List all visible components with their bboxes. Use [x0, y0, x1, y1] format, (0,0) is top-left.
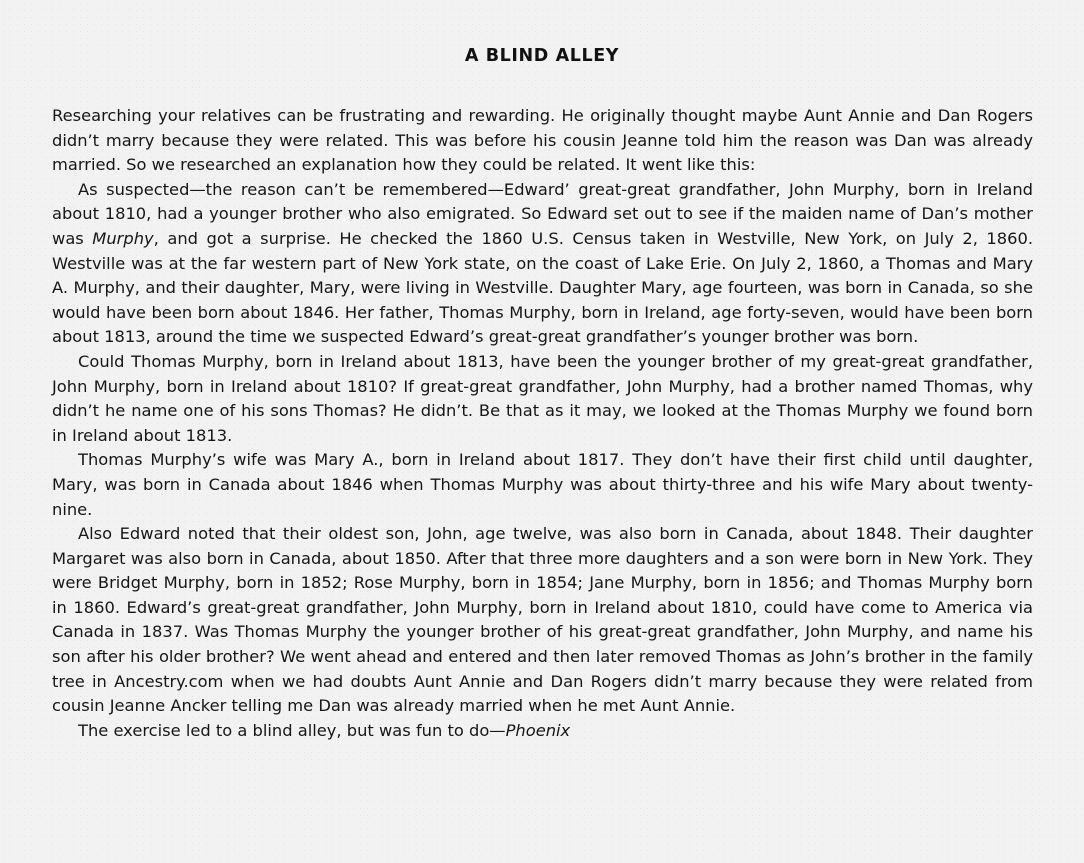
page-title: A BLIND ALLEY — [464, 46, 620, 66]
paragraph-4: Thomas Murphy’s wife was Mary A., born in Ireland about 1817. They don’t have their first child until daughter, Mary, was born in Canada about 1846 when Thomas Murphy was about thirty-three and his wife Mary about twenty-nine. — [52, 450, 1033, 519]
paragraph-6 — [52, 719, 1033, 744]
paragraph-5: Also Edward noted that their oldest son, John, age twelve, was also born in Canada, about 1848. Their daughter Margaret was also born in Canada, about 1850. After that three more daughters and a son were born in New York. They were Bridget Murphy, born in 1852; Rose Murphy, born in 1854; Jane Murphy, born in 1856; and Thomas Murphy born in 1860. Edward’s great-great grandfather, John Murphy, born in Ireland about 1810, could have come to America via Canada in 1837. Was Thomas Murphy the younger brother of his great-great grandfather, John Murphy, and name his son after his older brother? We went ahead and entered and then later removed Thomas as John’s brother in the family tree in Ancestry.com when we had doubts Aunt Annie and Dan Rogers didn’t marry because they were related from cousin Jeanne Ancker telling me Dan was already married when he met Aunt Annie. — [52, 524, 1033, 716]
paragraph-2-text-before-italic: As suspected—the reason can’t be remembered—Edward’ great-great grandfather, John Murphy, born in Ireland about 1810, had a younger brother who also emigrated. So Edward set out to see if the maiden name of Dan’s mother was — [52, 179, 1033, 248]
paragraph-2-text-after-italic: , and got a surprise. He checked the 1860 U.S. Census taken in Westville, New York, on July 2, 1860. Westville was at the far western part of New York state, on the coast of Lake Erie. On July 2, 1860, a Thomas and Mary A. Murphy, and their daughter, Mary, were living in Westville. Daughter Mary, age fourteen, was born in Canada, so she would have been born about 1846. Her father, Thomas Murphy, born in Ireland, age forty-seven, would have been born about 1813, around the time we suspected Edward’s great-great grandfather’s younger brother was born. — [52, 228, 1034, 347]
paragraph-2-italic-murphy: Murphy — [92, 228, 154, 248]
paragraph-6-text-before-italic: The exercise led to a blind alley, but was fun to do— — [78, 720, 506, 740]
paragraph-1: Researching your relatives can be frustrating and rewarding. He originally thought maybe Aunt Annie and Dan Rogers didn’t marry because they were related. This was before his cousin Jeanne told him the reason was Dan was already married. So we researched an explanation how they could be related. It went like this: — [52, 106, 1033, 175]
article-body — [52, 104, 1033, 743]
paragraph-2 — [52, 178, 1033, 350]
paragraph-6-italic-signature: Phoenix — [505, 720, 571, 740]
paragraph-3: Could Thomas Murphy, born in Ireland about 1813, have been the younger brother of my great-great grandfather, John Murphy, born in Ireland about 1810? If great-great grandfather, John Murphy, had a brother named Thomas, why didn’t he name one of his sons Thomas? He didn’t. Be that as it may, we looked at the Thomas Murphy we found born in Ireland about 1813. — [52, 351, 1033, 445]
